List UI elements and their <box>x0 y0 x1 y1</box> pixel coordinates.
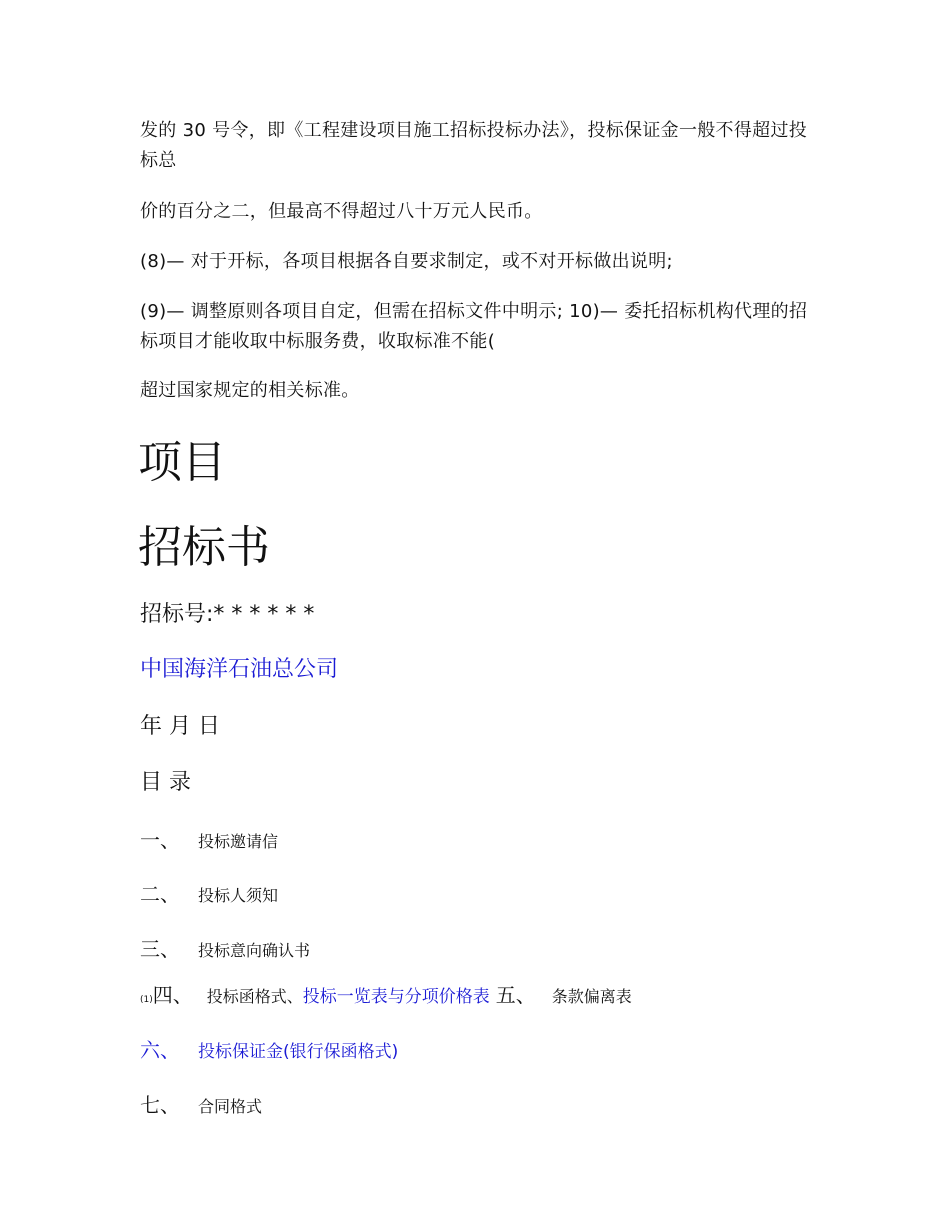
toc-item-1 <box>140 825 278 857</box>
paragraph-deposit-limit: 发的 30 号令，即《工程建设项目施工招标投标办法》，投标保证金一般不得超过投标总 <box>140 120 808 171</box>
toc-link-guarantee[interactable]: 投标保证金(银行保函格式) <box>198 1042 399 1062</box>
company-name[interactable]: 中国海洋石油总公司 <box>140 657 339 682</box>
toc-number: 四、 <box>152 983 193 1007</box>
toc-item-3 <box>140 934 310 966</box>
toc-item-2 <box>140 879 278 911</box>
paragraph-bid-opening: (8)— 对于开标，各项目根据各自要求制定，或不对开标做出说明; <box>140 251 673 272</box>
toc-link-price-table[interactable]: 投标一览表与分项价格表 <box>302 987 490 1007</box>
paragraph-deposit-cap: 价的百分之二，但最高不得超过八十万元人民币。 <box>140 201 543 222</box>
toc-number: 七、 <box>140 1093 180 1117</box>
paragraph-standards: 超过国家规定的相关标准。 <box>140 380 360 401</box>
toc-label: 投标邀请信 <box>198 832 279 851</box>
toc-item-6[interactable] <box>140 1035 398 1067</box>
date-line: 年 月 日 <box>140 714 220 739</box>
paragraph-adjustment: (9)— 调整原则各项目自定，但需在招标文件中明示; 10)— 委托招标机构代理的招标项目才能收取中标服务费，收取标准不能( <box>140 301 808 352</box>
toc-label: 条款偏离表 <box>551 987 632 1006</box>
toc-number: 三、 <box>140 937 180 961</box>
bid-number: 招标号:* * * * * * <box>140 602 315 627</box>
title-line-tender: 招标书 <box>138 522 270 573</box>
toc-label: 投标人须知 <box>198 886 279 905</box>
footnote-marker: (1) <box>140 995 153 1005</box>
title-line-project: 项目 <box>138 437 226 488</box>
toc-heading: 目 录 <box>140 770 191 795</box>
toc-number: 六、 <box>140 1038 180 1062</box>
toc-label: 投标函格式、 <box>206 987 303 1006</box>
toc-label: 投标意向确认书 <box>198 941 311 960</box>
toc-number: 一、 <box>140 828 180 852</box>
toc-number: 五、 <box>495 983 536 1007</box>
toc-label: 合同格式 <box>198 1097 263 1116</box>
toc-item-4-5 <box>140 980 632 1015</box>
toc-number: 二、 <box>140 882 180 906</box>
toc-item-7 <box>140 1090 262 1122</box>
